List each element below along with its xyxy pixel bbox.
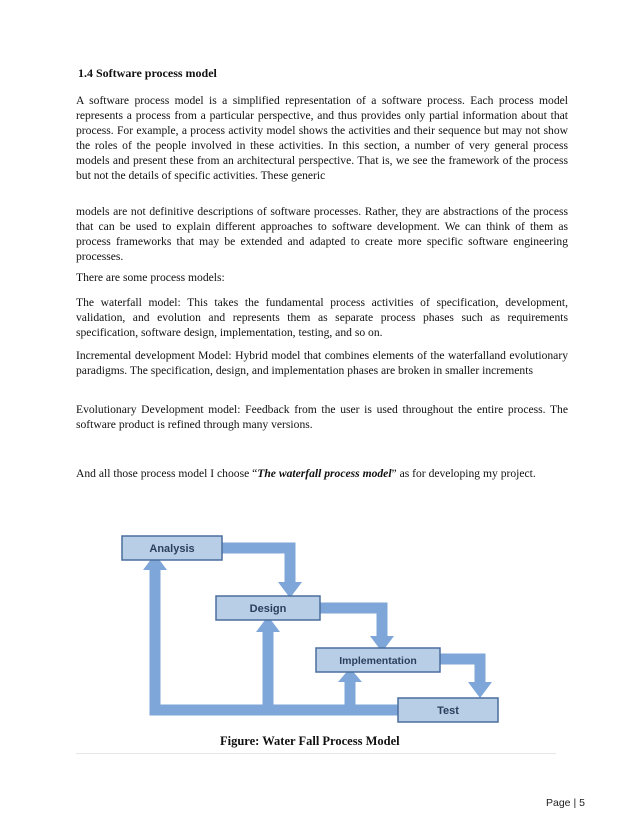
paragraph-incremental: Incremental development Model: Hybrid model that combines elements of the waterfalland evolutionary paradigms. The specification, design, and implementation phases are broken in smaller increments <box>76 349 568 377</box>
arrow-implementation-to-test <box>440 659 492 698</box>
page-number: Page | 5 <box>546 797 585 809</box>
paragraph-models-intro: There are some process models: <box>76 271 225 284</box>
footer-divider <box>76 753 556 754</box>
paragraph-evolutionary: Evolutionary Development model: Feedback from the user is used throughout the entire process. The software product is refined through many versions. <box>76 403 568 431</box>
stage-implementation-label: Implementation <box>339 655 417 667</box>
paragraph-choice <box>76 466 568 481</box>
stage-test-label: Test <box>437 705 459 717</box>
paragraph-waterfall: The waterfall model: This takes the fundamental process activities of specification, development, validation, and evolution and represents them as separate process phases such as requirements specification, software design, implementation, testing, and so on. <box>76 296 568 339</box>
stage-implementation <box>316 648 440 672</box>
figure-caption: Figure: Water Fall Process Model <box>220 734 400 748</box>
stage-test <box>398 698 498 722</box>
arrow-design-to-implementation <box>318 608 394 652</box>
choice-text-before: And all those process model I choose “ <box>76 467 258 480</box>
feedback-loop-arrows <box>143 554 400 710</box>
stage-analysis <box>122 536 222 560</box>
waterfall-diagram <box>100 524 510 724</box>
choice-emphasis: The waterfall process model <box>257 467 392 480</box>
paragraph-intro: A software process model is a simplified representation of a software process. Each process model represents a process from a particular perspective, and thus provides only partial information about that process. For example, a process activity model shows the activities and their sequence but may not show the roles of the people involved in these activities. In this section, a number of very general process models and present these from an architectural perspective. That is, we see the framework of the process but not the details of specific activities. These generic <box>76 94 568 182</box>
stage-analysis-label: Analysis <box>149 543 195 555</box>
paragraph-abstractions: models are not definitive descriptions of software processes. Rather, they are abstractions of the process that can be used to explain different approaches to software development. We can think of them as process frameworks that may be extended and adapted to create more specific software engineering processes. <box>76 205 568 263</box>
choice-text-after: ” as for developing my project. <box>391 467 536 480</box>
stage-design-label: Design <box>249 603 287 615</box>
stage-design <box>216 596 320 620</box>
section-heading: 1.4 Software process model <box>78 66 217 80</box>
